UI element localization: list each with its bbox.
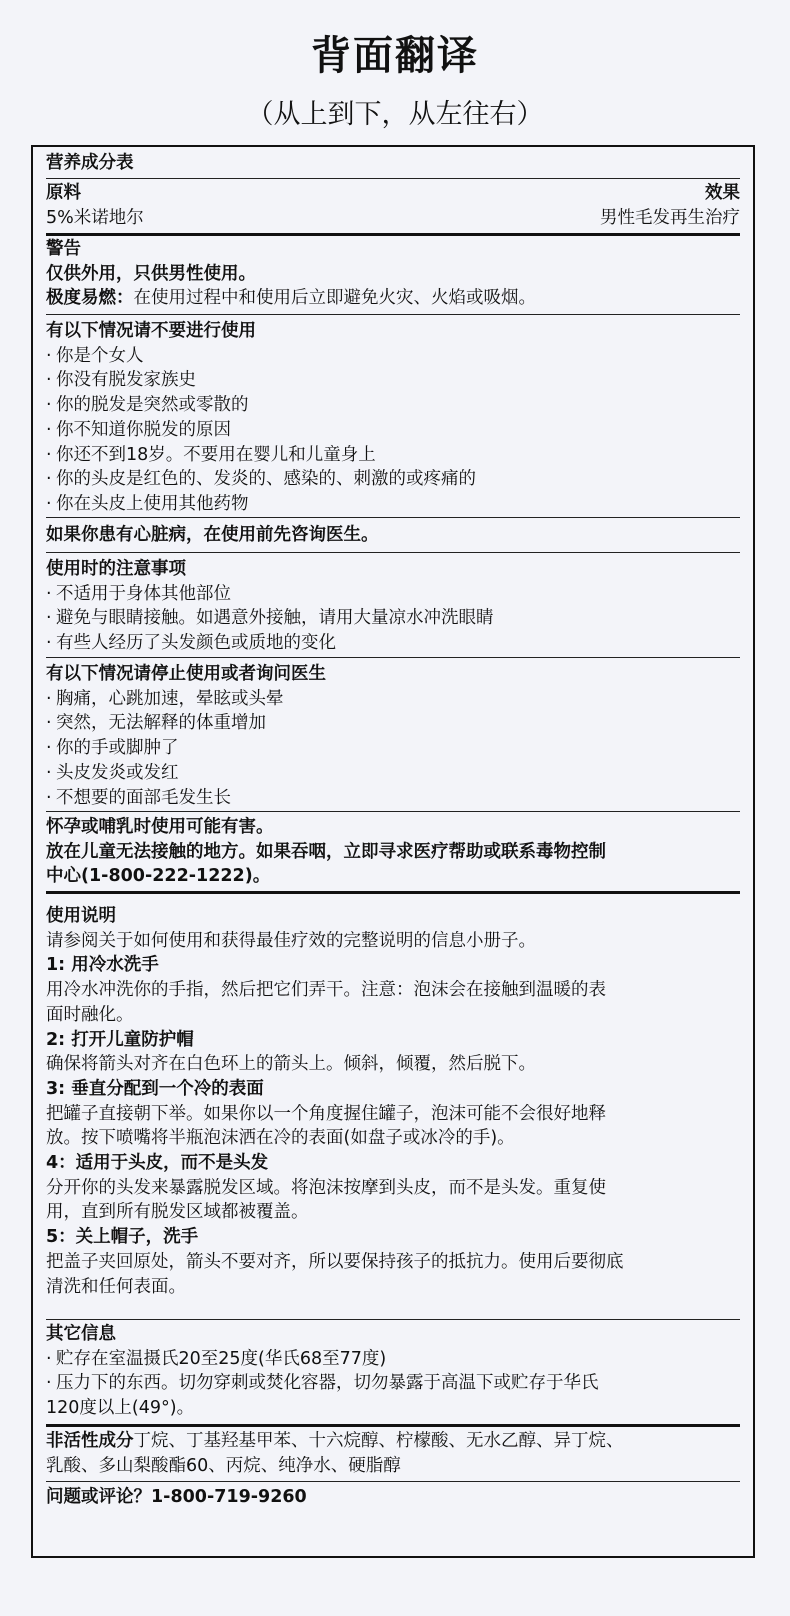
stop-use-section [46,662,740,810]
step-title: 4：适用于头皮，而不是头发 [46,1153,269,1174]
ingredient-column-header: 原料 [46,183,81,203]
contact-phone: 问题或评论？1-800-719-9260 [46,1487,307,1507]
other-info-heading: 其它信息 [46,1324,116,1344]
do-not-use-section [46,319,740,517]
ingredient-table [46,181,740,230]
list-item: · 不适用于身体其他部位 [46,582,740,607]
list-item: · 你的头皮是红色的、发炎的、感染的、刺激的或疼痛的 [46,467,740,492]
divider [46,1481,740,1482]
inactive-ingredients-list: 丁烷、丁基羟基甲苯、十六烷醇、柠檬酸、无水乙醇、异丁烷、 [133,1431,624,1451]
step-text: 分开你的头发来暴露脱发区域。将泡沫按摩到头皮，而不是头发。重复使 [46,1177,606,1198]
nutrition-section [46,151,740,176]
stop-use-heading: 有以下情况请停止使用或者询问医生 [46,664,326,684]
list-item: · 贮存在室温摄氏20至25度(华氏68至77度) [46,1347,740,1372]
warning-heading: 警告 [46,239,81,259]
list-item: · 你的手或脚肿了 [46,736,740,761]
divider [46,517,740,518]
other-info-section [46,1322,740,1421]
ingredient-value: 5%米诺地尔 [46,207,144,228]
inactive-ingredients-label: 非活性成分 [46,1431,134,1451]
step-text: 面时融化。 [46,1004,134,1025]
divider [46,178,740,179]
step-text: 确保将箭头对齐在白色环上的箭头上。倾斜，倾覆，然后脱下。 [46,1054,536,1075]
step-title: 3: 垂直分配到一个冷的表面 [46,1078,264,1099]
step-title: 5：关上帽子，洗手 [46,1227,199,1248]
warning-flammable [46,286,740,311]
flammable-label: 极度易燃： [46,288,134,309]
nutrition-heading: 营养成分表 [46,153,134,173]
divider [46,811,740,812]
list-item: · 你的脱发是突然或零散的 [46,393,740,418]
divider-thick [46,1424,740,1427]
drug-facts-panel [31,145,755,1558]
inactive-ingredients-section [46,1429,740,1478]
divider [46,657,740,658]
do-not-use-heading: 有以下情况请不要进行使用 [46,321,256,341]
divider [46,552,740,553]
inactive-ingredients-list-cont: 乳酸、多山梨酸酯60、丙烷、纯净水、硬脂醇 [46,1455,401,1476]
heart-disease-section [46,523,740,548]
effect-column-header: 效果 [705,183,740,203]
step-text: 用冷水冲洗你的手指，然后把它们弄干。注意：泡沫会在接触到温暖的表 [46,980,606,1001]
page-subtitle: （从上到下，从左往右） [246,99,544,130]
list-item: · 你在头皮上使用其他药物 [46,492,740,517]
list-item: · 避免与眼睛接触。如遇意外接触，请用大量凉水冲洗眼睛 [46,606,740,631]
effect-value: 男性毛发再生治疗 [600,207,740,228]
warning-section [46,237,740,311]
divider [46,314,740,315]
list-item: · 有些人经历了头发颜色或质地的变化 [46,631,740,656]
list-item-continued: 120度以上(49°)。 [46,1398,195,1419]
page-title: 背面翻译 [311,33,479,79]
list-item: · 头皮发炎或发红 [46,761,740,786]
keep-out-of-reach: 放在儿童无法接触的地方。如果吞咽，立即寻求医疗帮助或联系毒物控制 [46,841,606,862]
list-item: · 压力下的东西。切勿穿刺或焚化容器，切勿暴露于高温下或贮存于华氏 [46,1371,740,1396]
flammable-text: 在使用过程中和使用后立即避免火灾、火焰或吸烟。 [133,288,536,309]
list-item: · 你还不到18岁。不要用在婴儿和儿童身上 [46,443,740,468]
precautions-heading: 使用时的注意事项 [46,559,186,579]
directions-heading: 使用说明 [46,906,116,926]
step-text: 把盖子夹回原处，箭头不要对齐，所以要保持孩子的抵抗力。使用后要彻底 [46,1251,624,1272]
step-text: 把罐子直接朝下举。如果你以一个角度握住罐子，泡沫可能不会很好地释 [46,1103,606,1124]
list-item: · 突然，无法解释的体重增加 [46,711,740,736]
list-item: · 你是个女人 [46,344,740,369]
precautions-section [46,557,740,656]
step-title: 1: 用冷水洗手 [46,955,159,976]
directions-intro: 请参阅关于如何使用和获得最佳疗效的完整说明的信息小册子。 [46,930,536,951]
poison-control-number: 中心(1-800-222-1222)。 [46,866,271,887]
step-title: 2: 打开儿童防护帽 [46,1029,194,1050]
list-item: · 你没有脱发家族史 [46,368,740,393]
inactive-ingredients-line [46,1429,740,1454]
contact-section [46,1485,740,1510]
warning-external-use: 仅供外用，只供男性使用。 [46,263,256,284]
list-item: · 你不知道你脱发的原因 [46,418,740,443]
list-item: · 不想要的面部毛发生长 [46,786,740,811]
step-text: 用，直到所有脱发区域都被覆盖。 [46,1202,309,1223]
step-text: 清洗和任何表面。 [46,1276,186,1297]
heart-disease-warning: 如果你患有心脏病，在使用前先咨询医生。 [46,525,379,545]
pregnancy-section [46,815,740,889]
pregnancy-warning: 怀孕或哺乳时使用可能有害。 [46,817,274,837]
list-item: · 胸痛，心跳加速，晕眩或头晕 [46,687,740,712]
step-text: 放。按下喷嘴将半瓶泡沫洒在冷的表面(如盘子或冰冷的手)。 [46,1128,515,1149]
divider [46,1319,740,1320]
divider-thick [46,891,740,894]
divider-thick [46,233,740,236]
directions-section [46,904,740,1299]
